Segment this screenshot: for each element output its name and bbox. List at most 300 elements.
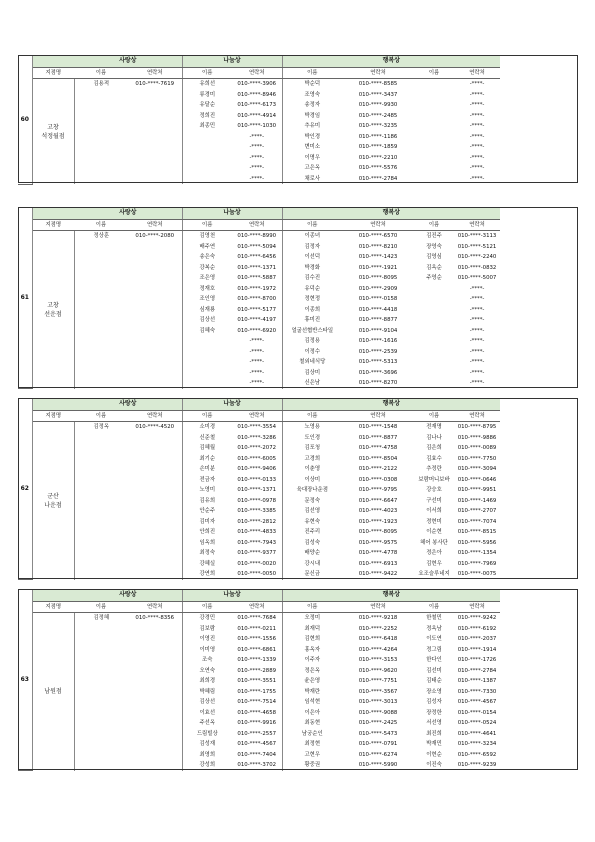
- happy-name: 박재란: [282, 687, 342, 698]
- love-name: [74, 760, 128, 771]
- happy-contact-2: -****-: [469, 306, 485, 313]
- happy-name: 이정수: [282, 347, 342, 358]
- branch-table-61: [18, 207, 578, 389]
- love-name: [74, 559, 128, 570]
- share-name: 김보람: [182, 624, 232, 635]
- header-contact: 연락처: [232, 219, 282, 231]
- header-happy-award: 행복상: [282, 56, 500, 68]
- happy-name-2: [414, 132, 454, 143]
- love-contact: [128, 90, 182, 101]
- table-row: [18, 443, 578, 454]
- love-contact: 010-****-7619: [135, 81, 175, 87]
- header-happy-award: 행복상: [282, 208, 500, 220]
- love-contact: [128, 174, 182, 185]
- table-row: [18, 496, 578, 507]
- share-contact: 010-****-3551: [237, 678, 277, 684]
- share-contact: 010-****-8946: [237, 91, 277, 98]
- love-name: [74, 315, 128, 326]
- happy-contact-2: 010-****-3113: [457, 233, 497, 239]
- table-row: [18, 284, 578, 295]
- table-row: [18, 433, 578, 444]
- happy-name: 이종녀: [282, 231, 342, 242]
- happy-contact: 010-****-0158: [358, 296, 398, 302]
- love-name: [74, 527, 128, 538]
- header-contact: 연락처: [454, 601, 500, 613]
- share-contact: -****-: [249, 369, 265, 376]
- happy-contact-2: -****-: [469, 380, 485, 386]
- header-love-award: 사랑상: [74, 56, 182, 68]
- table-row: [18, 305, 578, 316]
- love-contact: [128, 475, 182, 486]
- love-name: [74, 336, 128, 347]
- share-contact: 010-****-1972: [237, 285, 277, 292]
- happy-contact: 010-****-5576: [358, 165, 398, 171]
- happy-contact: 010-****-8504: [358, 455, 398, 462]
- share-contact: 010-****-6456: [237, 254, 277, 260]
- love-contact: [128, 121, 182, 132]
- happy-contact: 010-****-8210: [358, 243, 398, 250]
- happy-name-2: 김은희: [426, 445, 442, 451]
- love-name: [74, 454, 128, 465]
- branch-table-63: [18, 589, 578, 771]
- header-contact: 연락처: [454, 410, 500, 422]
- happy-contact-2: -****-: [469, 165, 485, 171]
- happy-contact-2: 010-****-6192: [457, 625, 497, 632]
- happy-name: 임석현: [282, 697, 342, 708]
- share-contact: 010-****-6920: [237, 327, 277, 334]
- happy-contact-2: 010-****-0646: [457, 476, 497, 483]
- happy-contact-2: -****-: [469, 327, 485, 334]
- love-contact: [128, 454, 182, 465]
- happy-name-2: 김나나: [426, 434, 442, 441]
- happy-name: 이종희: [282, 305, 342, 316]
- header-contact: 연락처: [232, 410, 282, 422]
- happy-name-2: 이진숙: [426, 762, 442, 768]
- love-name: [74, 739, 128, 750]
- love-contact: [128, 506, 182, 517]
- share-contact: -****-: [249, 380, 265, 386]
- table-row: [18, 153, 578, 164]
- header-spacer: [32, 56, 74, 68]
- happy-contact: 010-****-4418: [358, 306, 398, 313]
- share-contact: 010-****-7684: [237, 615, 277, 621]
- share-contact: 010-****-1371: [237, 264, 277, 271]
- header-name: 이름: [182, 601, 232, 613]
- header-contact: 연락처: [454, 219, 500, 231]
- happy-contact: 010-****-2539: [358, 348, 398, 355]
- happy-contact-2: 010-****-7074: [457, 518, 497, 525]
- share-name: 송은숙: [182, 252, 232, 263]
- happy-name-2: [414, 336, 454, 347]
- happy-name: 진주리: [282, 527, 342, 538]
- love-contact: [128, 315, 182, 326]
- share-name: 최정숙: [182, 548, 232, 559]
- happy-contact: 010-****-3696: [358, 369, 398, 376]
- happy-contact-2: -****-: [469, 338, 485, 344]
- happy-name: 노영용: [282, 422, 342, 433]
- happy-name: 김정용: [282, 336, 342, 347]
- happy-contact: 010-****-6570: [358, 233, 398, 239]
- happy-contact-2: 010-****-0075: [457, 571, 497, 577]
- happy-name: 철외네식당: [282, 357, 342, 368]
- love-contact: [128, 517, 182, 528]
- happy-name-2: 김영심: [426, 254, 442, 260]
- share-contact: 010-****-6861: [237, 646, 277, 653]
- happy-name-2: 이도연: [426, 636, 442, 642]
- happy-name: 휴미진: [282, 315, 342, 326]
- branch-table-62: [18, 398, 578, 580]
- header-contact: 연락처: [342, 601, 414, 613]
- share-name: 소미경: [182, 422, 232, 433]
- share-name: 유달순: [182, 100, 232, 111]
- happy-contact: 010-****-4758: [358, 445, 398, 451]
- happy-contact: 010-****-7751: [358, 678, 398, 684]
- happy-name: 오정미: [282, 613, 342, 624]
- love-name: [74, 163, 128, 174]
- love-name: [74, 645, 128, 656]
- happy-contact-2: -****-: [469, 175, 485, 182]
- header-name: 이름: [282, 219, 342, 231]
- share-contact: 010-****-5177: [237, 306, 277, 313]
- header-love-award: 사랑상: [74, 208, 182, 220]
- love-name: [74, 305, 128, 316]
- happy-name: 박경화: [282, 263, 342, 274]
- happy-contact-2: 010-****-7330: [457, 688, 497, 695]
- header-name: 이름: [74, 410, 128, 422]
- happy-name-2: [414, 100, 454, 111]
- happy-name: 박인경: [282, 132, 342, 143]
- happy-contact-2: -****-: [469, 144, 485, 150]
- happy-contact: 010-****-8585: [358, 81, 398, 87]
- table-row: [18, 624, 578, 635]
- share-name: 강경민: [182, 613, 232, 624]
- share-name: 정재호: [182, 284, 232, 295]
- happy-name-2: 김성자: [426, 699, 442, 705]
- happy-name: 정은옥: [282, 666, 342, 677]
- love-name: [74, 729, 128, 740]
- happy-contact: 010-****-2485: [358, 112, 398, 119]
- love-contact: [128, 252, 182, 263]
- love-name: [74, 475, 128, 486]
- share-contact: 010-****-7514: [237, 699, 277, 705]
- share-contact: -****-: [249, 359, 265, 365]
- happy-contact: 010-****-8095: [358, 275, 398, 281]
- happy-name-2: 김진주: [426, 233, 442, 239]
- share-name: 이영진: [182, 634, 232, 645]
- happy-name: 김현희: [282, 634, 342, 645]
- share-name: 주선옥: [182, 718, 232, 729]
- love-name: [74, 624, 128, 635]
- happy-contact-2: -****-: [469, 285, 485, 292]
- share-name: 정희진: [182, 111, 232, 122]
- share-contact: 010-****-4197: [237, 317, 277, 323]
- love-contact: [128, 368, 182, 379]
- happy-name-2: 김옥순: [426, 264, 442, 271]
- share-contact: 010-****-7943: [237, 539, 277, 546]
- happy-contact: 010-****-9218: [358, 615, 398, 621]
- happy-contact-2: 010-****-9886: [457, 434, 497, 441]
- happy-contact-2: -****-: [469, 154, 485, 161]
- table-row: [18, 326, 578, 337]
- love-contact: [128, 443, 182, 454]
- love-name: [74, 121, 128, 132]
- table-row: [18, 422, 578, 433]
- love-contact: 010-****-8356: [135, 615, 175, 621]
- table-row: [18, 718, 578, 729]
- share-contact: 010-****-3385: [237, 508, 277, 514]
- table-row: [18, 163, 578, 174]
- table-row: [18, 90, 578, 101]
- happy-contact: 010-****-6418: [358, 636, 398, 642]
- happy-contact: 010-****-9422: [358, 571, 398, 577]
- love-contact: [128, 645, 182, 656]
- table-row: [18, 708, 578, 719]
- share-contact: 010-****-6173: [237, 102, 277, 108]
- happy-contact-2: -****-: [469, 369, 485, 376]
- love-name: [74, 538, 128, 549]
- love-name: [74, 100, 128, 111]
- happy-contact: 010-****-4264: [358, 646, 398, 653]
- happy-name-2: 김선미: [426, 667, 442, 674]
- happy-contact-2: 010-****-5956: [457, 539, 497, 546]
- happy-name-2: 보람머니보바: [418, 476, 450, 483]
- header-contact: 연락처: [128, 219, 182, 231]
- happy-name-2: [414, 357, 454, 368]
- happy-name-2: 김효수: [426, 455, 442, 462]
- happy-name-2: [414, 347, 454, 358]
- happy-contact: 010-****-1616: [358, 338, 398, 344]
- happy-name: 육대장나운점: [282, 485, 342, 496]
- share-name: 이효선: [182, 708, 232, 719]
- header-name: 이름: [74, 601, 128, 613]
- table-row: [18, 79, 578, 90]
- happy-contact-2: 010-****-6592: [457, 751, 497, 758]
- table-row: [18, 378, 578, 389]
- love-contact: [128, 655, 182, 666]
- share-name: 강복순: [182, 263, 232, 274]
- happy-contact: 010-****-1423: [358, 254, 398, 260]
- header-contact: 연락처: [342, 219, 414, 231]
- share-name: 드림빌상: [182, 729, 232, 740]
- share-name: 김성재: [182, 739, 232, 750]
- share-contact: 010-****-9377: [237, 550, 277, 556]
- share-name: 김상선: [182, 315, 232, 326]
- share-name: 오연숙: [182, 666, 232, 677]
- share-name: 이미영: [182, 645, 232, 656]
- table-row: [18, 100, 578, 111]
- love-contact: 010-****-2080: [135, 233, 175, 239]
- share-name: 최영희: [182, 750, 232, 761]
- happy-contact: 010-****-3153: [358, 657, 398, 663]
- happy-name: 김정자: [282, 242, 342, 253]
- branch-name: 군산 나운점: [32, 422, 74, 580]
- happy-name: 최재덕: [282, 624, 342, 635]
- happy-contact: 010-****-8877: [358, 317, 398, 323]
- happy-contact: 010-****-2425: [358, 720, 398, 726]
- love-contact: [128, 750, 182, 761]
- happy-name: 최정현: [282, 739, 342, 750]
- love-name: [74, 485, 128, 496]
- happy-name: 고현우: [282, 750, 342, 761]
- happy-name-2: 박재민: [426, 741, 442, 747]
- share-contact: 010-****-3554: [237, 424, 277, 430]
- happy-contact-2: -****-: [469, 91, 485, 98]
- happy-name-2: 정현미: [426, 518, 442, 525]
- happy-name-2: [414, 378, 454, 389]
- header-name: 이름: [74, 219, 128, 231]
- happy-name-2: [414, 121, 454, 132]
- happy-contact: 010-****-8270: [358, 380, 398, 386]
- happy-name-2: [414, 326, 454, 337]
- love-name: 김정혜: [93, 615, 110, 621]
- share-contact: 010-****-0050: [237, 571, 277, 577]
- header-name: 이름: [182, 67, 232, 79]
- love-name: [74, 90, 128, 101]
- happy-name-2: [414, 284, 454, 295]
- love-contact: [128, 760, 182, 771]
- table-row: [18, 634, 578, 645]
- share-name: [182, 347, 232, 358]
- happy-name: 고은옥: [282, 163, 342, 174]
- love-contact: [128, 132, 182, 143]
- happy-contact-2: 010-****-0089: [457, 445, 497, 451]
- share-contact: -****-: [249, 165, 265, 171]
- love-name: [74, 252, 128, 263]
- happy-name: 박순덕: [282, 79, 342, 90]
- happy-contact-2: 010-****-2240: [457, 254, 497, 260]
- happy-contact-2: 010-****-8795: [457, 424, 497, 430]
- share-name: [182, 174, 232, 185]
- table-row: [18, 676, 578, 687]
- happy-contact: 010-****-9930: [358, 102, 398, 108]
- happy-contact: 010-****-0791: [358, 741, 398, 747]
- header-spacer: [32, 399, 74, 411]
- table-row: [18, 347, 578, 358]
- happy-name-2: [414, 305, 454, 316]
- love-name: [74, 174, 128, 185]
- header-branch: 지점명: [32, 601, 74, 613]
- happy-name-2: 이현순: [426, 751, 442, 758]
- happy-contact: 010-****-6913: [358, 560, 398, 567]
- table-row: [18, 121, 578, 132]
- share-name: [182, 142, 232, 153]
- happy-contact: 010-****-6647: [358, 497, 398, 504]
- happy-name-2: 전재명: [426, 424, 442, 430]
- table-row: [18, 729, 578, 740]
- header-name: 이름: [282, 67, 342, 79]
- happy-name: 문신금: [282, 569, 342, 580]
- table-row: [18, 294, 578, 305]
- happy-name-2: 강승호: [426, 487, 442, 493]
- happy-contact-2: 010-****-4567: [457, 699, 497, 705]
- love-name: [74, 326, 128, 337]
- love-contact: [128, 634, 182, 645]
- happy-contact-2: -****-: [469, 359, 485, 365]
- happy-contact: 010-****-1921: [358, 264, 398, 271]
- header-name: 이름: [414, 601, 454, 613]
- share-contact: 010-****-2889: [237, 667, 277, 674]
- happy-name: 강시내: [282, 559, 342, 570]
- love-name: [74, 548, 128, 559]
- happy-name-2: [414, 90, 454, 101]
- happy-contact: 010-****-9104: [358, 327, 398, 334]
- header-branch: 지점명: [32, 67, 74, 79]
- header-name: 이름: [414, 219, 454, 231]
- table-row: [18, 645, 578, 656]
- share-name: 김영천: [182, 231, 232, 242]
- happy-name: 이주자: [282, 655, 342, 666]
- happy-contact: 010-****-3013: [358, 699, 398, 705]
- share-name: 전금자: [182, 475, 232, 486]
- table-row: [18, 336, 578, 347]
- share-name: 안희진: [182, 527, 232, 538]
- love-contact: [128, 739, 182, 750]
- happy-contact-2: 010-****-3094: [457, 466, 497, 472]
- happy-name: 홍옥자: [282, 645, 342, 656]
- love-contact: [128, 273, 182, 284]
- happy-name-2: 정은아: [426, 550, 442, 556]
- share-name: [182, 153, 232, 164]
- share-name: 조인영: [182, 294, 232, 305]
- happy-name: 윤은영: [282, 676, 342, 687]
- love-contact: [128, 100, 182, 111]
- header-contact: 연락처: [342, 410, 414, 422]
- share-contact: 010-****-3906: [237, 81, 277, 87]
- table-row: [18, 315, 578, 326]
- love-contact: [128, 326, 182, 337]
- love-name: [74, 142, 128, 153]
- happy-contact: 010-****-9575: [358, 539, 398, 546]
- love-contact: [128, 378, 182, 389]
- love-name: [74, 464, 128, 475]
- share-name: [182, 336, 232, 347]
- happy-contact-2: -****-: [469, 123, 485, 129]
- share-contact: -****-: [249, 348, 265, 355]
- share-name: 박혜림: [182, 687, 232, 698]
- happy-contact: 010-****-0308: [358, 476, 398, 483]
- share-contact: -****-: [249, 154, 265, 161]
- table-row: [18, 368, 578, 379]
- happy-name-2: 서선영: [426, 720, 442, 726]
- happy-contact: 010-****-9088: [358, 709, 398, 716]
- share-contact: 010-****-1371: [237, 487, 277, 493]
- share-contact: -****-: [249, 338, 265, 344]
- happy-contact-2: 010-****-1469: [457, 497, 497, 504]
- share-contact: 010-****-9406: [237, 466, 277, 472]
- header-name: 이름: [414, 67, 454, 79]
- share-name: 강혜실: [182, 559, 232, 570]
- happy-name-2: 주영순: [426, 275, 442, 281]
- love-contact: [128, 263, 182, 274]
- header-contact: 연락처: [232, 67, 282, 79]
- love-name: [74, 676, 128, 687]
- happy-contact-2: 010-****-4641: [457, 730, 497, 737]
- header-contact: 연락처: [128, 410, 182, 422]
- happy-name: 김선영: [282, 506, 342, 517]
- happy-name-2: [414, 79, 454, 90]
- share-contact: 010-****-1030: [237, 123, 277, 129]
- table-row: [18, 273, 578, 284]
- happy-name: 배양순: [282, 548, 342, 559]
- happy-contact-2: 010-****-8515: [457, 529, 497, 535]
- share-contact: 010-****-2072: [237, 445, 277, 451]
- happy-contact-2: 010-****-5121: [457, 243, 497, 250]
- happy-name: 고경희: [282, 454, 342, 465]
- love-name: [74, 433, 128, 444]
- happy-name: 유덕순: [282, 284, 342, 295]
- happy-contact: 010-****-2122: [358, 466, 398, 472]
- table-row: [18, 697, 578, 708]
